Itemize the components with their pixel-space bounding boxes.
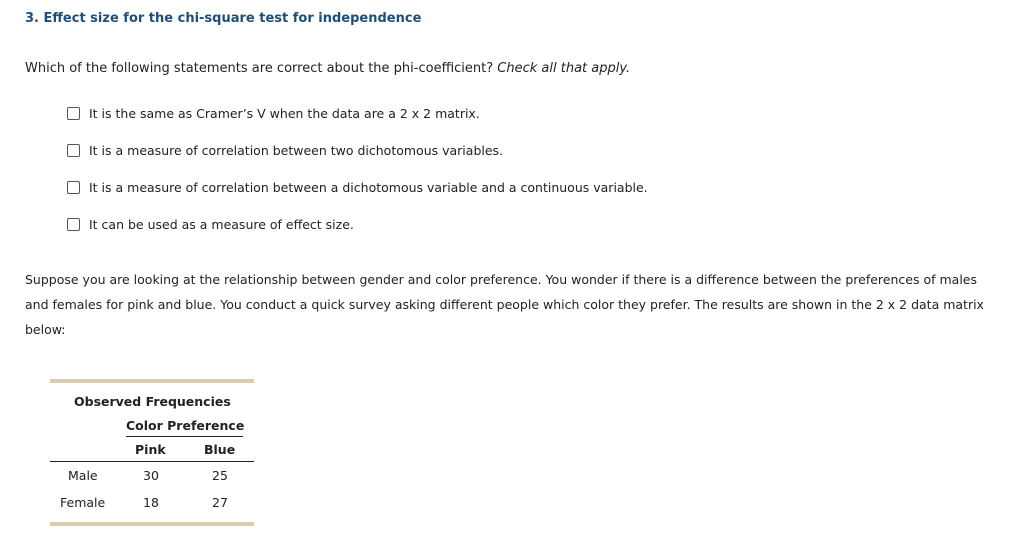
question-text: Which of the following statements are correct about the phi-coefficient? (25, 61, 494, 76)
option-4-label: It can be used as a measure of effect size. (89, 216, 354, 232)
option-3[interactable] (67, 177, 648, 197)
checkbox-option-4[interactable] (67, 218, 80, 231)
question-title: 3. Effect size for the chi-square test for independence (25, 11, 422, 26)
row-label-female: Female (60, 495, 106, 510)
checkbox-option-1[interactable] (67, 107, 80, 120)
table-title: Observed Frequencies (74, 394, 231, 409)
option-1-label: It is the same as Cramer’s V when the data are a 2 x 2 matrix. (89, 105, 480, 121)
option-4[interactable] (67, 214, 648, 234)
table-subheading: Color Preference (126, 418, 245, 433)
header-divider (50, 461, 254, 462)
question-prompt (25, 61, 630, 76)
scenario-paragraph: Suppose you are looking at the relationship between gender and color preference. You wonder if there is a difference between the preferences of males and females for pink and blue. You conduct a quick survey asking different people which color they prefer. The results are shown in the 2 x 2 data matrix below: (25, 272, 984, 337)
row-label-male: Male (68, 468, 98, 483)
option-2-label: It is a measure of correlation between two dichotomous variables. (89, 142, 504, 158)
checkbox-option-3[interactable] (67, 181, 80, 194)
option-2[interactable] (67, 140, 648, 160)
cell-female-blue: 27 (212, 495, 228, 510)
cell-female-pink: 18 (143, 495, 159, 510)
column-header-blue: Blue (204, 442, 236, 457)
column-header-pink: Pink (135, 442, 166, 457)
checkbox-option-2[interactable] (67, 144, 80, 157)
options-list (67, 103, 648, 251)
cell-male-blue: 25 (212, 468, 228, 483)
observed-frequencies-table (50, 379, 254, 510)
option-1[interactable] (67, 103, 648, 123)
option-3-label: It is a measure of correlation between a dichotomous variable and a continuous variable. (89, 179, 648, 195)
table-bottom-rule (50, 522, 254, 526)
cell-male-pink: 30 (143, 468, 159, 483)
subheading-divider (126, 436, 243, 437)
table-top-rule (50, 379, 254, 383)
question-instruction: Check all that apply. (497, 61, 631, 76)
